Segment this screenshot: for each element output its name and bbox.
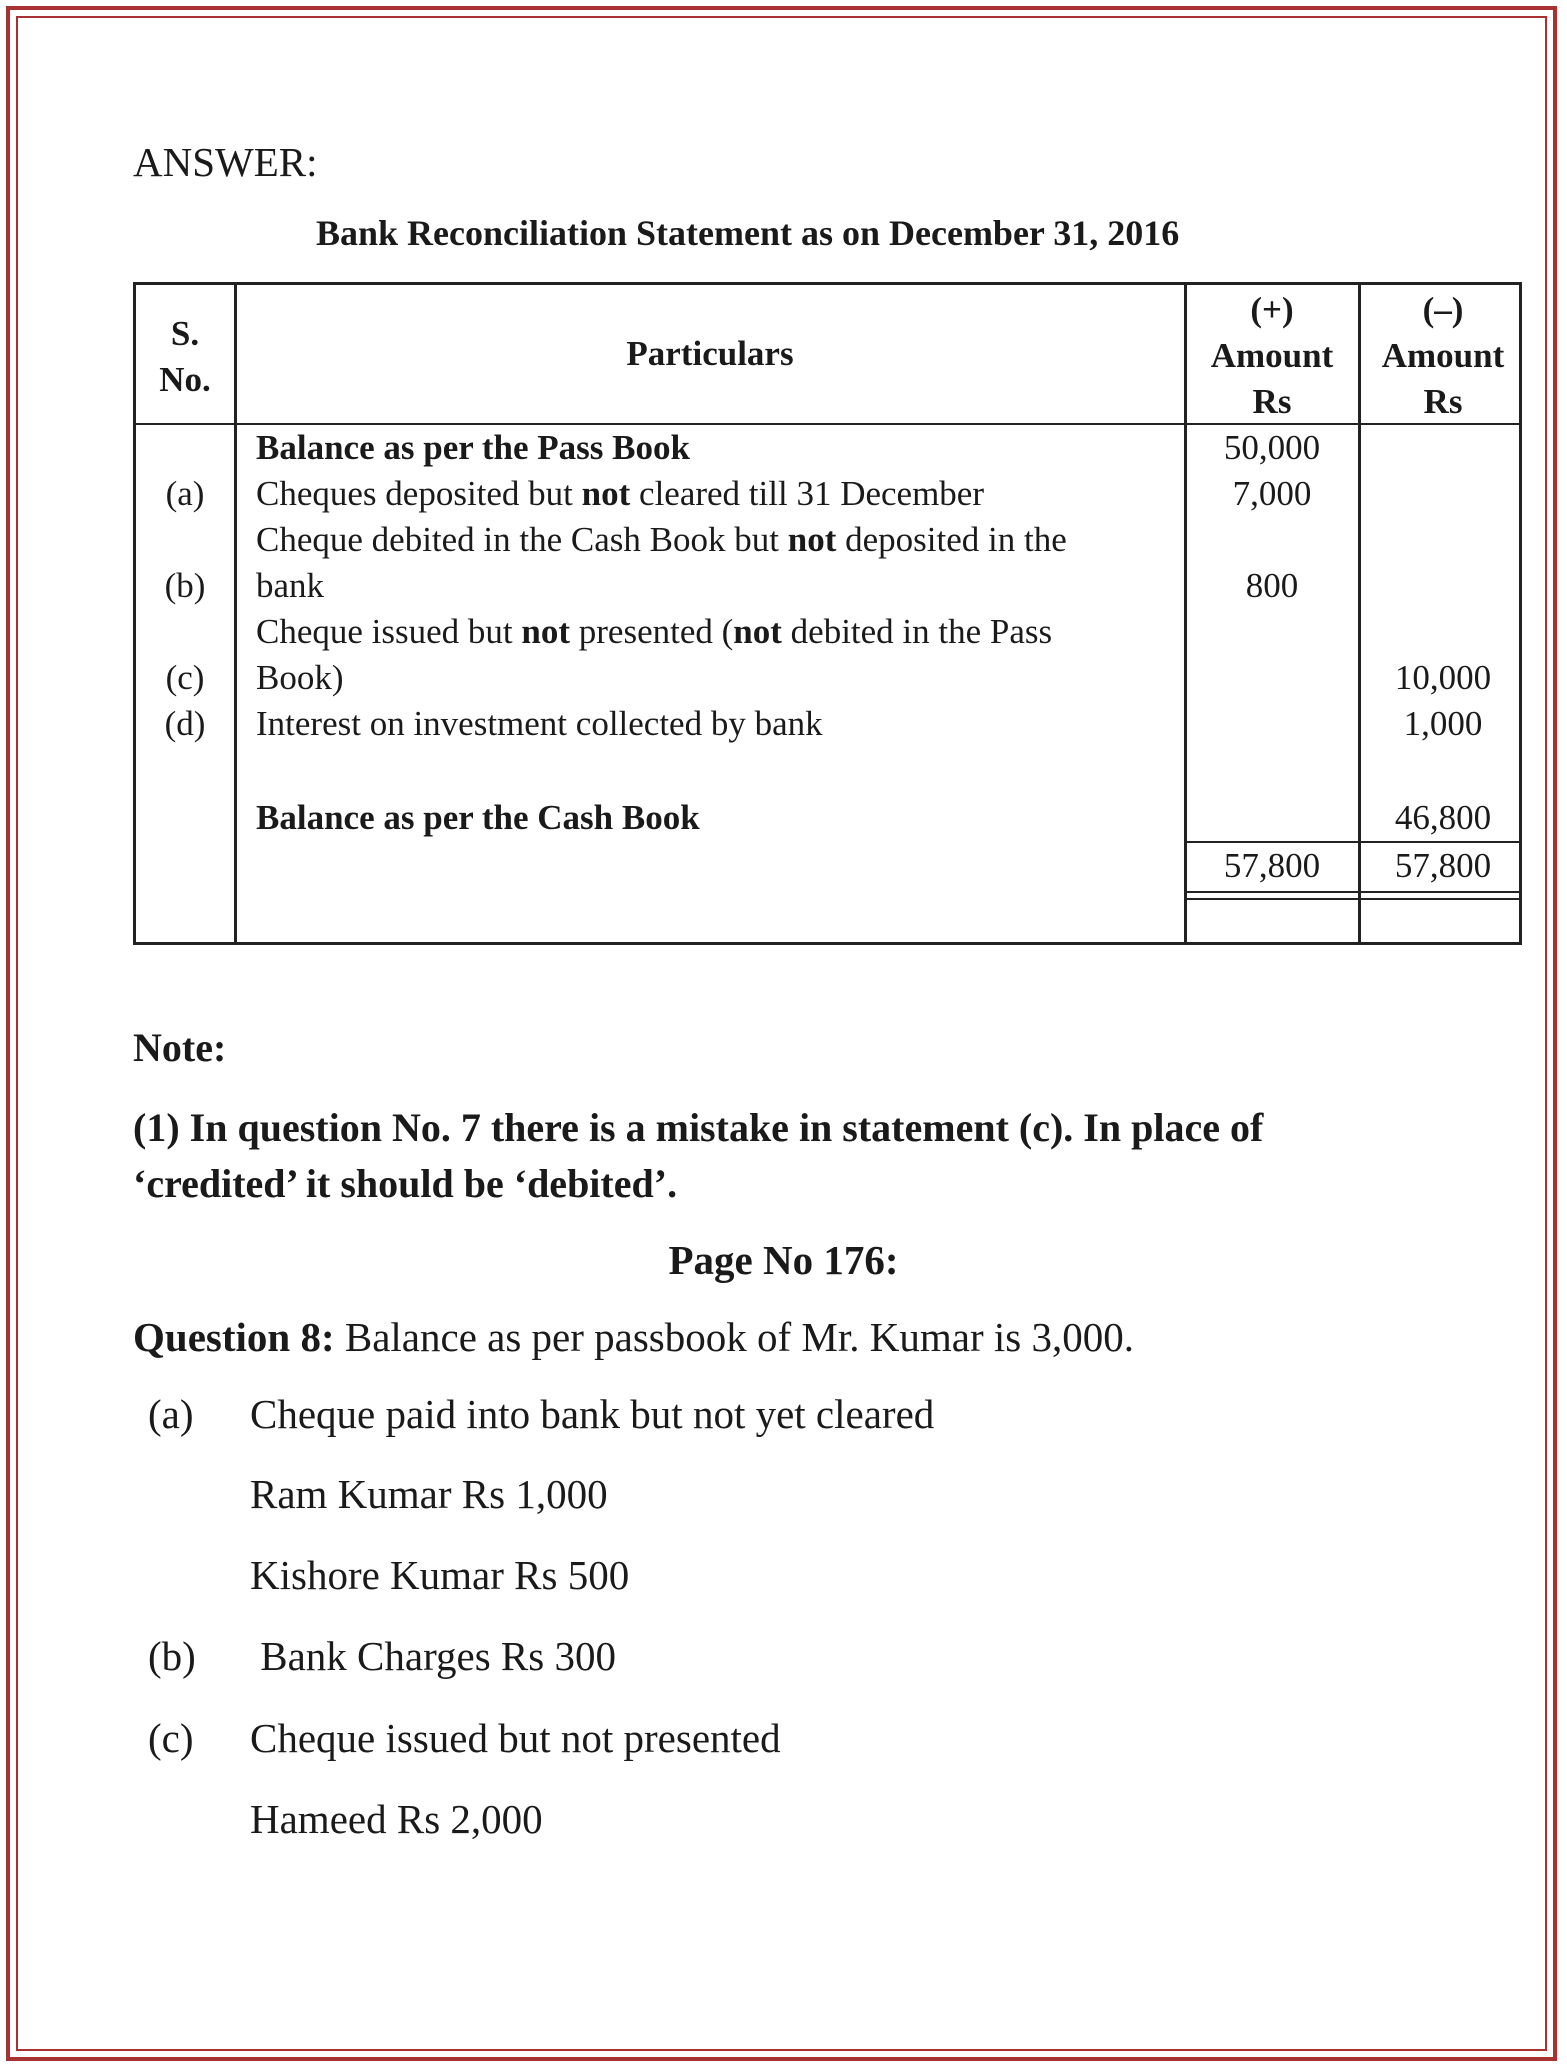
row-c-sno: (c): [165, 658, 205, 697]
col-divider-sno: [234, 285, 237, 942]
q8-item-a-text: Cheque paid into bank but not yet cleared: [250, 1391, 935, 1437]
row-c-text-post: debited in the Pass: [781, 612, 1053, 651]
row-b-text-post: deposited in the: [836, 520, 1067, 559]
row-c-text-mid: presented (: [570, 612, 734, 651]
question-8-label: Question 8:: [133, 1314, 335, 1360]
row-a-sno: (a): [165, 474, 205, 513]
question-8-text: Balance as per passbook of Mr. Kumar is 3,000.: [334, 1314, 1134, 1360]
answer-label: ANSWER:: [133, 139, 318, 185]
header-plus-line2: Amount: [1210, 336, 1334, 375]
header-plus-amount: [1186, 287, 1358, 425]
row-c-text: [256, 609, 1052, 655]
row-d-minus: 1,000: [1403, 704, 1483, 743]
row-a-plus: 7,000: [1232, 474, 1312, 513]
row-a-text: [256, 471, 984, 517]
total-plus: 57,800: [1223, 846, 1321, 885]
row-b-text-bold: not: [787, 520, 837, 559]
header-minus-line2: Amount: [1381, 336, 1505, 375]
total-bottom-line-2: [1186, 898, 1519, 900]
total-bottom-line-1: [1186, 891, 1519, 893]
header-minus-amount: [1361, 287, 1525, 425]
header-plus-line1: (+): [1250, 290, 1294, 329]
q8-item-c-text: Cheque issued but not presented: [250, 1715, 781, 1761]
row-c-text-pre: Cheque issued but: [256, 612, 522, 651]
row-c-text-bold2: not: [733, 612, 782, 651]
row-cashbook-minus: 46,800: [1394, 798, 1492, 837]
q8-item-a-label: (a): [148, 1391, 194, 1437]
row-cashbook-text: Balance as per the Cash Book: [256, 798, 700, 837]
q8-item-b-label: (b): [148, 1633, 196, 1679]
row-b-text: [256, 517, 1067, 563]
row-d-sno: (d): [164, 704, 206, 743]
row-c-minus: 10,000: [1394, 658, 1492, 697]
row-b-text-pre: Cheque debited in the Cash Book but: [256, 520, 788, 559]
q8-item-a-sub2: Kishore Kumar Rs 500: [250, 1552, 630, 1598]
q8-item-a-sub1: Ram Kumar Rs 1,000: [250, 1471, 608, 1517]
row-a-text-post: cleared till 31 December: [630, 474, 984, 513]
page-number-heading: Page No 176:: [668, 1237, 899, 1283]
note-heading: Note:: [133, 1025, 227, 1070]
row-d-text: Interest on investment collected by bank: [256, 704, 823, 743]
note-item-1-line2: ‘credited’ it should be ‘debited’.: [133, 1161, 678, 1206]
row-a-text-pre: Cheques deposited but: [256, 474, 582, 513]
row-c-text-bold: not: [521, 612, 571, 651]
statement-title: Bank Reconciliation Statement as on December 31, 2016: [316, 213, 1180, 253]
header-sno: [136, 311, 234, 403]
q8-item-c-sub1: Hameed Rs 2,000: [250, 1796, 543, 1842]
q8-item-c-label: (c): [148, 1715, 194, 1761]
row-a-text-bold: not: [581, 474, 631, 513]
row-b-plus: 800: [1245, 566, 1299, 605]
row-b-sno: (b): [164, 566, 206, 605]
reconciliation-table: [133, 282, 1522, 945]
total-minus: 57,800: [1394, 846, 1492, 885]
row-b-text-line2: bank: [256, 566, 325, 605]
row-passbook-text: Balance as per the Pass Book: [256, 428, 690, 467]
header-sno-line2: No.: [159, 360, 211, 399]
note-item-1: [133, 1100, 1443, 1212]
row-c-text-line2: Book): [256, 658, 344, 697]
header-sno-line1: S.: [170, 314, 200, 353]
note-item-1-line1: (1) In question No. 7 there is a mistake in statement (c). In place of: [133, 1105, 1264, 1150]
q8-item-b-text: Bank Charges Rs 300: [250, 1633, 616, 1679]
row-passbook-plus: 50,000: [1223, 428, 1321, 467]
header-particulars: Particulars: [626, 334, 794, 373]
header-minus-line1: (–): [1422, 290, 1464, 329]
question-8: [133, 1313, 1134, 1361]
header-plus-line3: Rs: [1252, 382, 1292, 421]
header-minus-line3: Rs: [1423, 382, 1463, 421]
